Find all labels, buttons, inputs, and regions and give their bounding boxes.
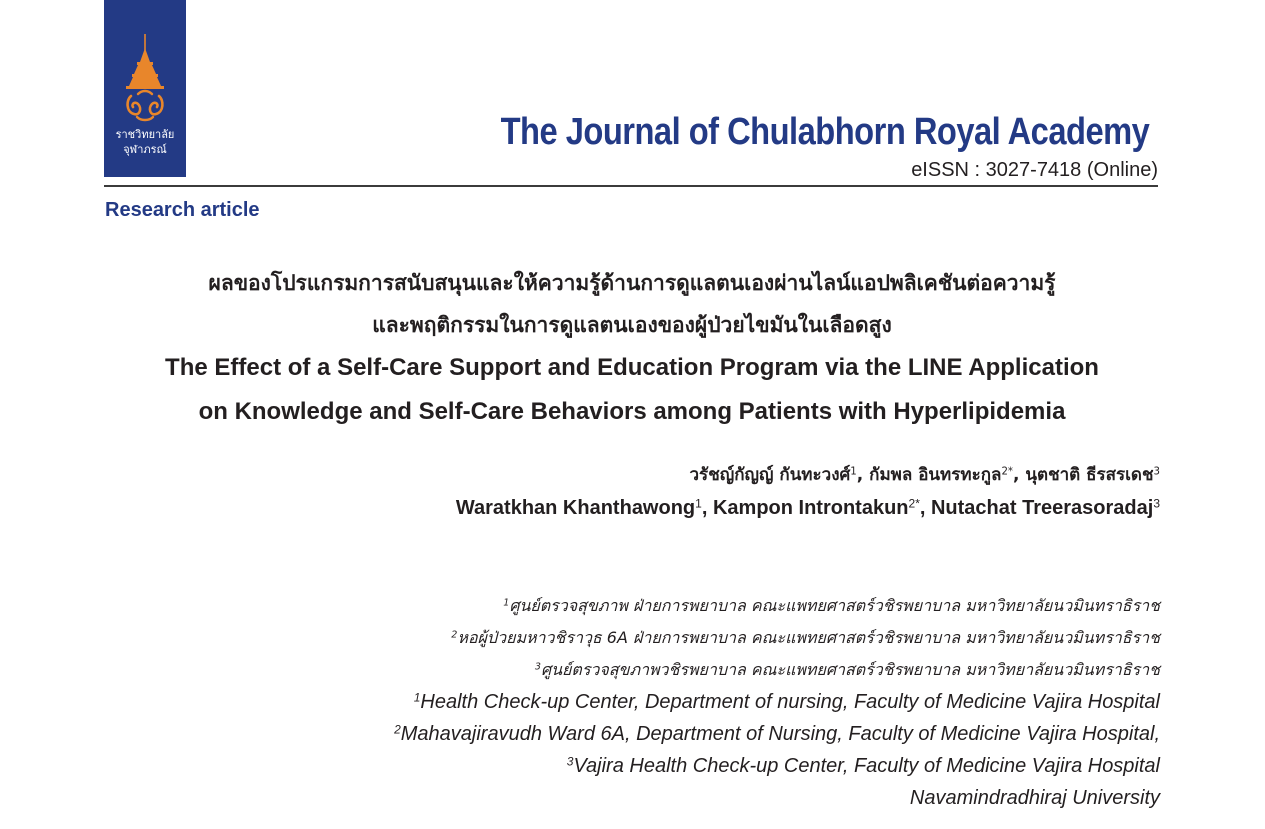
logo-text-line2: จุฬาภรณ์	[123, 143, 167, 156]
title-english-line1: The Effect of a Self-Care Support and Education Program via the LINE Application	[165, 354, 1099, 381]
affiliation-english-3: $^3$Vajira Health Check-up Center, Faculty of Medicine Vajira Hospital	[566, 754, 1160, 777]
article-type-label: Research article	[105, 199, 260, 221]
affiliation-thai-1: $^1$ศูนย์ตรวจสุขภาพ ฝ่ายการพยาบาล คณะแพทยศาสตร์วชิรพยาบาล มหาวิทยาลัยนวมินทราธิราช	[503, 596, 1160, 615]
authors-english	[160, 492, 1160, 524]
title-english-line2: on Knowledge and Self-Care Behaviors among Patients with Hyperlipidemia	[198, 398, 1066, 425]
crown-emblem-icon	[104, 0, 186, 130]
issn-label: eISSN : 3027-7418 (Online)	[911, 159, 1158, 181]
affiliation-thai-3: $^3$ศูนย์ตรวจสุขภาพวชิรพยาบาล คณะแพทยศาสตร์วชิรพยาบาล มหาวิทยาลัยนวมินทราธิราช	[534, 660, 1160, 679]
author-thai-2: กัมพล อินทรทะกูล$^{2*}$,	[869, 465, 1026, 485]
title-thai-line2: และพฤติกรรมในการดูแลตนเองของผู้ป่วยไขมันในเลือดสูง	[372, 313, 892, 337]
affiliation-english-1: $^1$Health Check-up Center, Department of nursing, Faculty of Medicine Vajira Hospital	[413, 690, 1160, 713]
affiliation-english-4: Navamindradhiraj University	[909, 787, 1160, 809]
title-thai-line1: ผลของโปรแกรมการสนับสนุนและให้ความรู้ด้านการดูแลตนเองผ่านไลน์แอปพลิเคชันต่อความรู้	[208, 271, 1056, 295]
author-thai-3: นุตชาติ ธีรสรเดช$^3$	[1025, 465, 1160, 485]
affiliation-english-2: $^2$Mahavajiravudh Ward 6A, Department of Nursing, Faculty of Medicine Vajira Hospital,	[394, 722, 1160, 745]
affiliation-thai-2: $^2$หอผู้ป่วยมหาวชิราวุธ 6A ฝ่ายการพยาบาล คณะแพทยศาสตร์วชิรพยาบาล มหาวิทยาลัยนวมินทราธิราช	[451, 628, 1160, 647]
author-thai-1: วรัชญ์กัญญ์ กันทะวงศ์$^1$,	[689, 465, 870, 485]
author-english-3: Nutachat Treerasoradaj$^3$	[930, 496, 1160, 519]
author-english-2: Kampon Introntakun$^{2*}$,	[712, 496, 931, 519]
journal-title: The Journal of Chulabhorn Royal Academy	[500, 111, 1149, 153]
article-title	[104, 262, 1160, 434]
university-logo	[104, 0, 186, 177]
header-divider	[104, 185, 1158, 187]
logo-text-line1: ราชวิทยาลัย	[115, 128, 175, 141]
authors-thai	[160, 460, 1160, 490]
author-english-1: Waratkhan Khanthawong$^1$,	[455, 496, 713, 519]
